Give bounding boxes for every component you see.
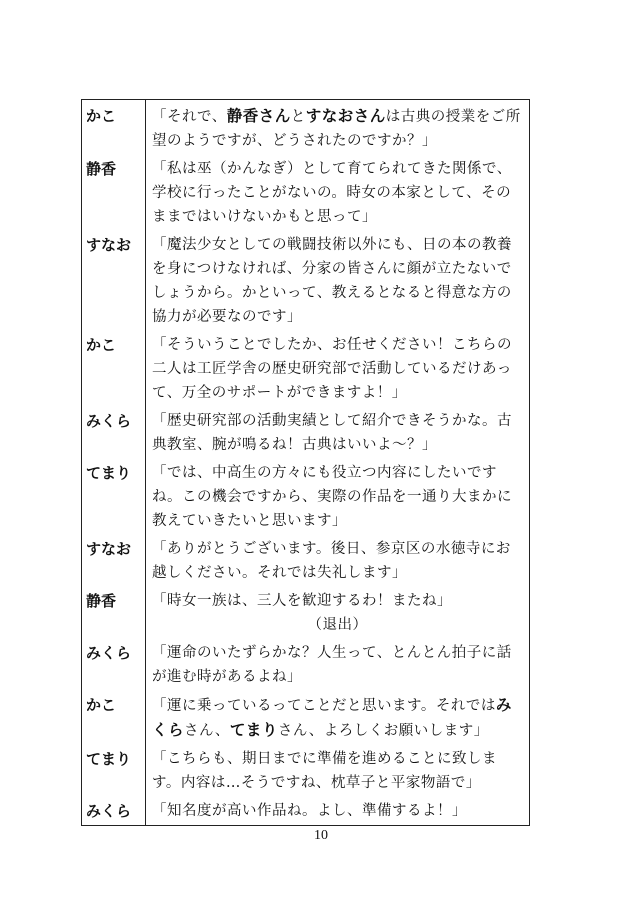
dialogue-row: [82, 533, 530, 585]
line-text: と: [290, 109, 306, 125]
dialogue-line: 「魔法少女としての戦闘技術以外にも、日の本の教養を身につけなければ、分家の皆さんに顔が立たないでしょうから。かといって、教えるとなると得意な方の協力が必要なのです」: [146, 229, 530, 329]
dialogue-line: 「ありがとうございます。後日、参京区の水徳寺にお越しください。それでは失礼します」: [146, 533, 530, 585]
dialogue-row: [82, 100, 530, 154]
dialogue-table: [81, 99, 530, 826]
highlighted-name: みくら: [152, 696, 512, 739]
highlighted-name: すなおさん: [305, 107, 386, 125]
dialogue-line: 「知名度が高い作品ね。よし、準備するよ！」: [146, 795, 530, 826]
line-text: は古典の授業をご所望のようですが、どうされたのですか？」: [152, 109, 521, 149]
speaker-name: てまり: [82, 457, 146, 533]
line-text: 「時女一族は、三人を歓迎するわ！またね」: [152, 593, 452, 609]
dialogue-row: [82, 795, 530, 826]
line-text: さん、: [184, 723, 230, 739]
speaker-name: みくら: [82, 637, 146, 689]
speaker-name: かこ: [82, 689, 146, 743]
speaker-name: 静香: [82, 153, 146, 229]
line-text: 「運に乗っているってことだと思います。それでは: [152, 698, 496, 714]
speaker-name: みくら: [82, 405, 146, 457]
dialogue-line: 「私は巫（かんなぎ）として育てられてきた関係で、学校に行ったことがないの。時女の本家として、そのままではいけないかもと思って」: [146, 153, 530, 229]
speaker-name: みくら: [82, 795, 146, 826]
dialogue-line: 「歴史研究部の活動実績として紹介できそうかな。古典教室、腕が鳴るね！古典はいいよ～？」: [146, 405, 530, 457]
highlighted-name: 静香さん: [226, 107, 291, 125]
dialogue-row: [82, 689, 530, 743]
dialogue-row: [82, 743, 530, 795]
stage-direction: （退出）: [307, 617, 368, 633]
dialogue-row: [82, 153, 530, 229]
dialogue-row: [82, 229, 530, 329]
speaker-name: 静香: [82, 585, 146, 637]
highlighted-name: てまり: [229, 721, 278, 739]
dialogue-row: [82, 405, 530, 457]
dialogue-row: [82, 457, 530, 533]
dialogue-line: 「では、中高生の方々にも役立つ内容にしたいですね。この機会ですから、実際の作品を一通り大まかに教えていきたいと思います」: [146, 457, 530, 533]
dialogue-line: 「こちらも、期日までに準備を進めることに致します。内容は…そうですね、枕草子と平家物語で」: [146, 743, 530, 795]
speaker-name: てまり: [82, 743, 146, 795]
dialogue-row: [82, 585, 530, 637]
dialogue-row: [82, 329, 530, 405]
speaker-name: すなお: [82, 229, 146, 329]
dialogue-row: [82, 637, 530, 689]
line-text: 「それで、: [152, 109, 227, 125]
dialogue-line: [146, 100, 530, 154]
line-text: さん、よろしくお願いします」: [277, 723, 489, 739]
speaker-name: かこ: [82, 329, 146, 405]
speaker-name: すなお: [82, 533, 146, 585]
page-number: 10: [314, 828, 328, 843]
dialogue-line: [146, 689, 530, 743]
dialogue-line: 「そういうことでしたか、お任せください！こちらの二人は工匠学舎の歴史研究部で活動しているだけあって、万全のサポートができますよ！」: [146, 329, 530, 405]
dialogue-line: [146, 585, 530, 637]
dialogue-line: 「運命のいたずらかな？人生って、とんとん拍子に話が進む時があるよね」: [146, 637, 530, 689]
speaker-name: かこ: [82, 100, 146, 154]
